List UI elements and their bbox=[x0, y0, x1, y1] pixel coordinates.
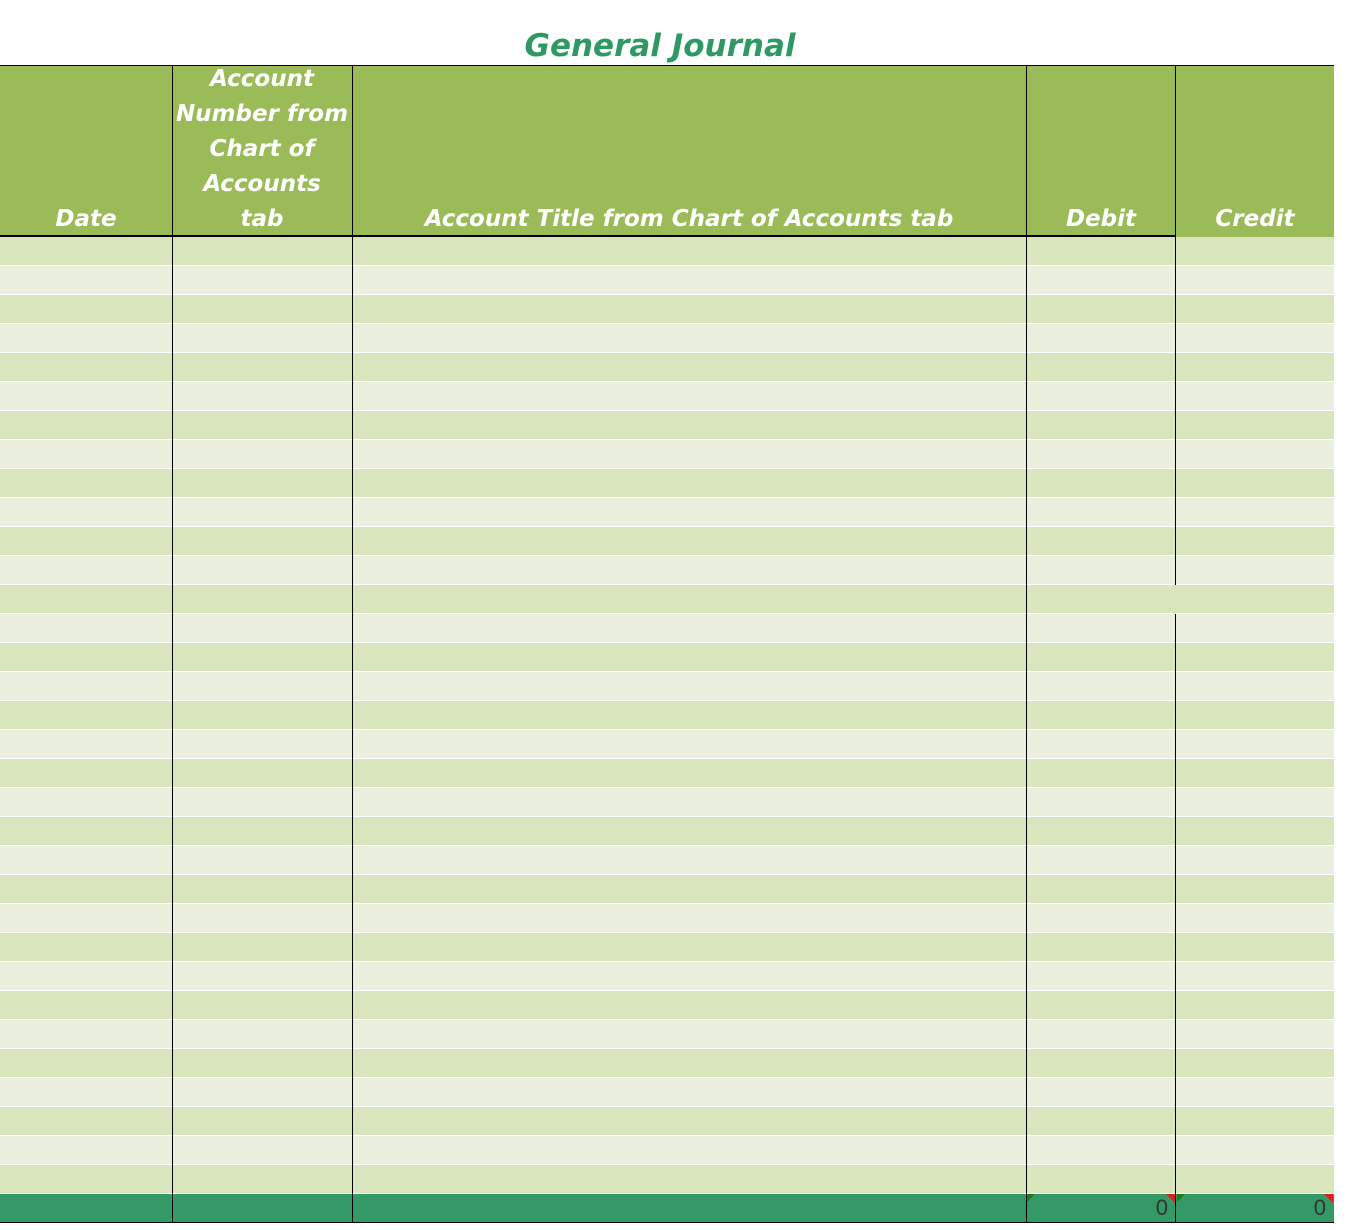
table-row[interactable] bbox=[0, 440, 1334, 469]
table-row[interactable] bbox=[0, 759, 1334, 788]
table-row[interactable] bbox=[0, 933, 1334, 962]
column-divider bbox=[1175, 1194, 1176, 1222]
table-row[interactable] bbox=[0, 266, 1334, 295]
header-account-title[interactable]: Account Title from Chart of Accounts tab bbox=[424, 206, 954, 232]
header-credit[interactable]: Credit bbox=[1215, 206, 1295, 232]
column-divider bbox=[1175, 614, 1176, 1194]
table-row[interactable] bbox=[0, 614, 1334, 643]
journal-rows bbox=[0, 237, 1334, 1194]
table-row[interactable] bbox=[0, 469, 1334, 498]
table-row[interactable] bbox=[0, 1165, 1334, 1194]
table-row[interactable] bbox=[0, 788, 1334, 817]
table-row[interactable] bbox=[0, 991, 1334, 1020]
table-row[interactable] bbox=[0, 585, 1334, 614]
table-row[interactable] bbox=[0, 962, 1334, 991]
table-row[interactable] bbox=[0, 1136, 1334, 1165]
table-row[interactable] bbox=[0, 1107, 1334, 1136]
column-divider bbox=[1026, 65, 1027, 1223]
total-row bbox=[0, 1194, 1334, 1223]
table-row[interactable] bbox=[0, 527, 1334, 556]
table-row[interactable] bbox=[0, 324, 1334, 353]
column-divider bbox=[1175, 65, 1176, 585]
table-row[interactable] bbox=[0, 730, 1334, 759]
table-row[interactable] bbox=[0, 295, 1334, 324]
table-row[interactable] bbox=[0, 1049, 1334, 1078]
formula-indicator-icon bbox=[1027, 1194, 1035, 1202]
header-account-number[interactable]: Account Number from Chart of Accounts tab bbox=[175, 66, 349, 232]
header-debit[interactable]: Debit bbox=[1065, 206, 1137, 232]
table-row[interactable] bbox=[0, 237, 1334, 266]
table-row[interactable] bbox=[0, 846, 1334, 875]
table-row[interactable] bbox=[0, 817, 1334, 846]
formula-indicator-icon bbox=[1177, 1194, 1185, 1202]
table-row[interactable] bbox=[0, 1020, 1334, 1049]
comment-indicator-icon bbox=[1166, 1194, 1175, 1203]
header-date[interactable]: Date bbox=[55, 206, 117, 232]
comment-indicator-icon bbox=[1324, 1194, 1333, 1203]
table-row[interactable] bbox=[0, 875, 1334, 904]
table-row[interactable] bbox=[0, 382, 1334, 411]
table-row[interactable] bbox=[0, 643, 1334, 672]
table-row[interactable] bbox=[0, 353, 1334, 382]
total-credit-cell[interactable]: 0 bbox=[1313, 1195, 1326, 1220]
table-row[interactable] bbox=[0, 1078, 1334, 1107]
column-divider bbox=[352, 65, 353, 1223]
table-row[interactable] bbox=[0, 904, 1334, 933]
table-row[interactable] bbox=[0, 556, 1334, 585]
table-row[interactable] bbox=[0, 701, 1334, 730]
total-debit-cell[interactable]: 0 bbox=[1155, 1195, 1168, 1220]
page-title: General Journal bbox=[524, 28, 796, 64]
table-row[interactable] bbox=[0, 672, 1334, 701]
column-divider bbox=[172, 65, 173, 1223]
table-header bbox=[0, 65, 1334, 237]
table-row[interactable] bbox=[0, 498, 1334, 527]
table-row[interactable] bbox=[0, 411, 1334, 440]
